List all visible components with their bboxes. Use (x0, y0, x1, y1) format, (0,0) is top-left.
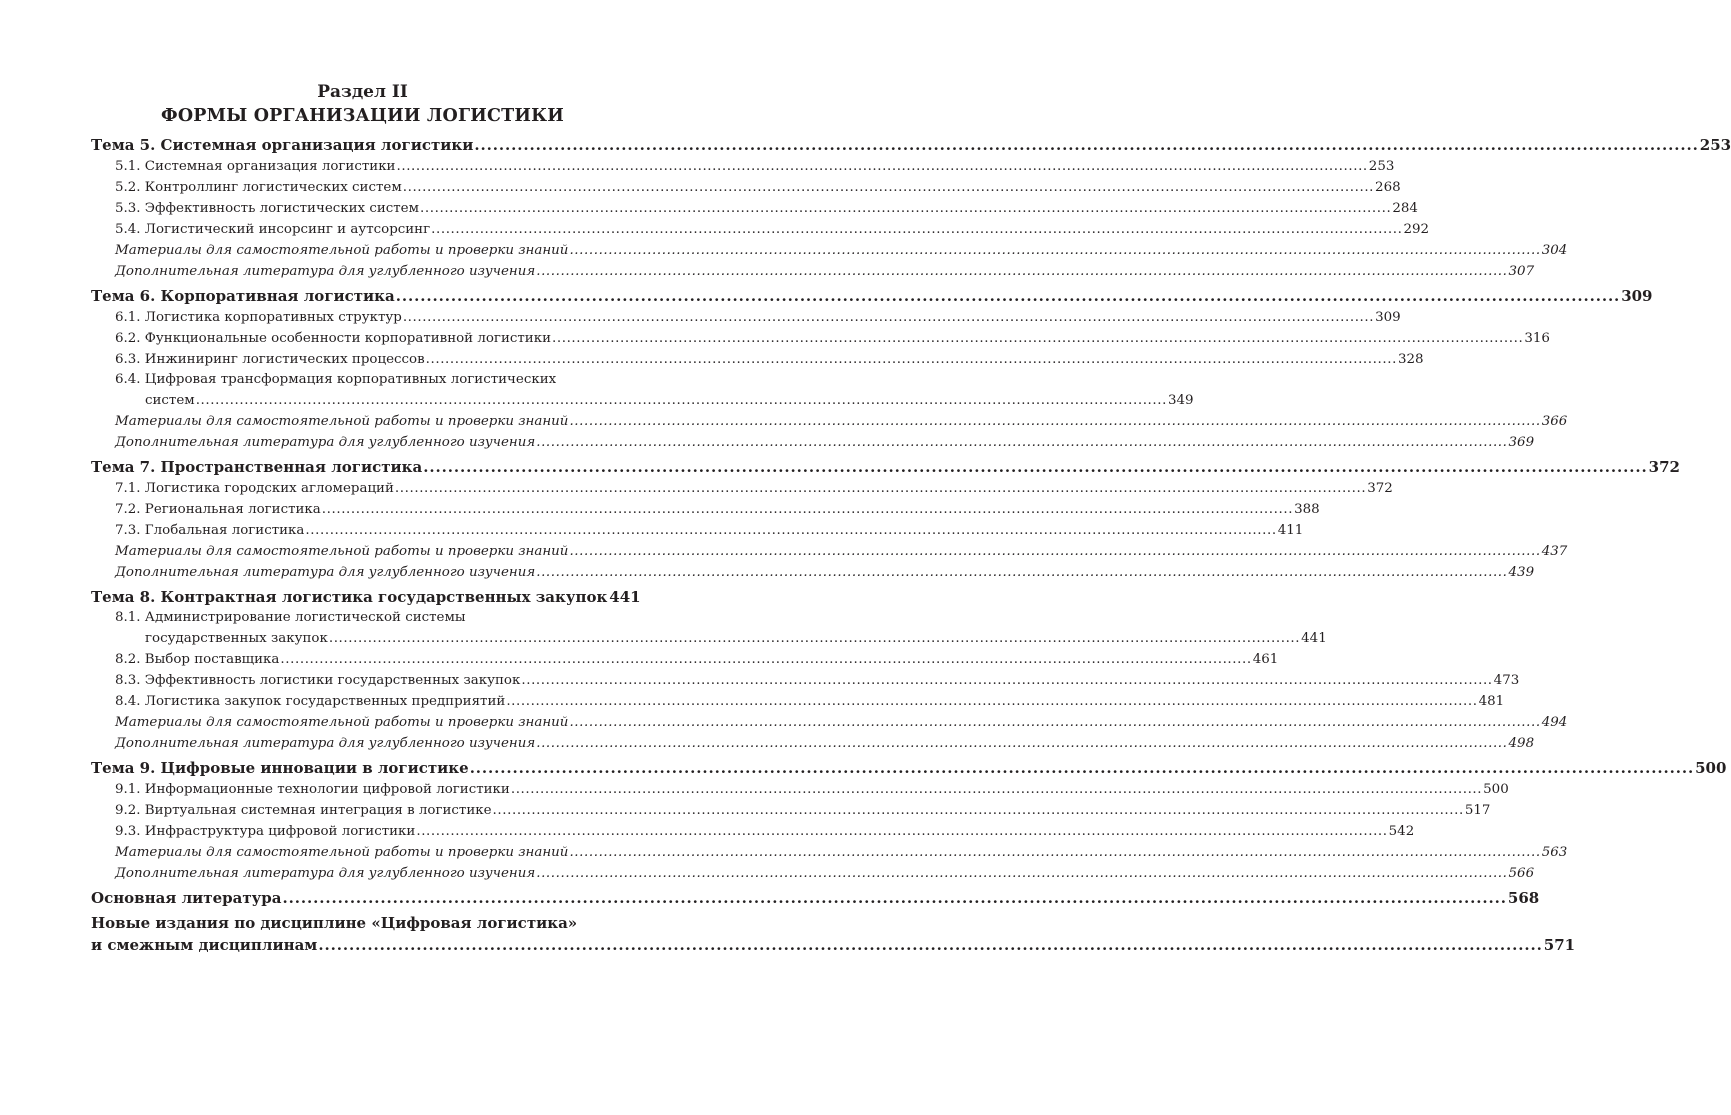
toc-item-9-2[interactable] (91, 800, 1491, 821)
toc-page-number: 498 (1508, 736, 1535, 751)
toc-item-7-3[interactable] (91, 520, 1304, 541)
toc-topic-8[interactable] (91, 586, 641, 608)
toc-page-number: 568 (1507, 889, 1540, 907)
toc-topic-title: и смежным дисциплинам (91, 936, 318, 954)
leader-dots (431, 219, 1402, 240)
toc-page-number: 542 (1388, 824, 1415, 839)
leader-dots (536, 432, 1507, 453)
toc-item-5-3[interactable] (91, 198, 1418, 219)
toc-item-8-3[interactable] (91, 670, 1520, 691)
leader-dots (196, 390, 1167, 411)
toc-topic-7[interactable] (91, 456, 1680, 478)
toc-new-editions-first-line[interactable]: Новые издания по дисциплине «Цифровая логистика» (91, 914, 578, 932)
leader-dots (569, 411, 1540, 432)
toc-item-title: 8.4. Логистика закупок государственных предприятий (115, 694, 506, 709)
leader-dots (474, 134, 1698, 156)
toc-literature-9[interactable] (91, 863, 1535, 884)
toc-literature-8[interactable] (91, 733, 1535, 754)
toc-item-5-4[interactable] (91, 219, 1429, 240)
toc-main-literature[interactable] (91, 887, 1540, 909)
toc-item-title: 7.3. Глобальная логистика (115, 523, 305, 538)
leader-dots (282, 887, 1506, 909)
toc-page-number: 517 (1464, 803, 1491, 818)
toc-page-number: 441 (1301, 631, 1327, 646)
toc-item-9-3[interactable] (91, 821, 1415, 842)
toc-page-number: 284 (1392, 201, 1418, 216)
section-label: Раздел II (317, 82, 408, 102)
toc-materials-6[interactable] (91, 411, 1568, 432)
toc-page-number: 439 (1508, 565, 1535, 580)
leader-dots (511, 779, 1482, 800)
toc-page-number: 500 (1483, 782, 1509, 797)
leader-dots (322, 499, 1293, 520)
toc-item-8-2[interactable] (91, 649, 1279, 670)
leader-dots (420, 198, 1391, 219)
toc-page-number: 316 (1524, 331, 1550, 346)
leader-dots (426, 349, 1397, 370)
leader-dots (403, 177, 1374, 198)
leader-dots (396, 156, 1367, 177)
leader-dots (569, 240, 1540, 261)
toc-item-title: Материалы для самостоятельной работы и проверки знаний (115, 544, 569, 559)
toc-item-title: 5.1. Системная организация логистики (115, 159, 396, 174)
toc-topic-title: Тема 9. Цифровые инновации в логистике (91, 759, 469, 777)
leader-dots (536, 863, 1507, 884)
toc-topic-6[interactable] (91, 285, 1653, 307)
leader-dots (396, 285, 1620, 307)
toc-item-title: Дополнительная литература для углубленного изучения (115, 565, 536, 580)
toc-materials-7[interactable] (91, 541, 1568, 562)
toc-item-8-1[interactable] (91, 628, 1327, 649)
toc-item-title: государственных закупок (145, 631, 328, 646)
leader-dots (423, 456, 1647, 478)
toc-page-number: 372 (1367, 481, 1393, 496)
toc-topic-title: Тема 5. Системная организация логистики (91, 136, 474, 154)
toc-item-title: Материалы для самостоятельной работы и проверки знаний (115, 414, 569, 429)
toc-item-title: 6.2. Функциональные особенности корпоративной логистики (115, 331, 551, 346)
toc-item-6-1[interactable] (91, 307, 1401, 328)
leader-dots (569, 712, 1540, 733)
leader-dots (318, 934, 1542, 956)
toc-new-editions[interactable] (91, 934, 1576, 956)
toc-page-number: 441 (609, 588, 641, 606)
toc-topic-5[interactable] (91, 134, 1731, 156)
toc-item-6-4-first-line[interactable]: 6.4. Цифровая трансформация корпоративных логистических (115, 372, 557, 387)
leader-dots (552, 328, 1523, 349)
leader-dots (536, 261, 1507, 282)
toc-item-title: 8.3. Эффективность логистики государственных закупок (115, 673, 521, 688)
toc-item-title: Дополнительная литература для углубленного изучения (115, 264, 536, 279)
table-of-contents (91, 134, 1731, 956)
leader-dots (536, 562, 1507, 583)
toc-literature-6[interactable] (91, 432, 1535, 453)
toc-page-number: 304 (1541, 243, 1568, 258)
toc-topic-title: Тема 7. Пространственная логистика (91, 458, 423, 476)
toc-item-title: 5.4. Логистический инсорсинг и аутсорсинг (115, 222, 431, 237)
leader-dots (305, 520, 1276, 541)
leader-dots (280, 649, 1251, 670)
toc-page-number: 461 (1252, 652, 1279, 667)
toc-page-number: 437 (1541, 544, 1568, 559)
toc-item-title: 7.1. Логистика городских агломераций (115, 481, 394, 496)
toc-item-title: 5.2. Контроллинг логистических систем (115, 180, 402, 195)
toc-page-number: 481 (1478, 694, 1505, 709)
toc-item-7-2[interactable] (91, 499, 1320, 520)
toc-item-title: Материалы для самостоятельной работы и проверки знаний (115, 243, 569, 258)
toc-page-number: 309 (1375, 310, 1401, 325)
toc-page-number: 500 (1695, 759, 1727, 777)
leader-dots (493, 800, 1464, 821)
leader-dots (506, 691, 1477, 712)
toc-materials-9[interactable] (91, 842, 1568, 863)
toc-page-number: 388 (1294, 502, 1320, 517)
toc-item-5-1[interactable] (91, 156, 1395, 177)
toc-item-6-4[interactable] (91, 390, 1194, 411)
leader-dots (403, 307, 1374, 328)
toc-page-number: 253 (1699, 136, 1731, 154)
toc-item-8-1-first-line[interactable]: 8.1. Администрирование логистической системы (115, 610, 466, 625)
leader-dots (329, 628, 1300, 649)
toc-page-number: 292 (1403, 222, 1429, 237)
leader-dots (536, 733, 1507, 754)
toc-item-6-3[interactable] (91, 349, 1424, 370)
toc-topic-title: Тема 8. Контрактная логистика государственных закупок (91, 588, 608, 606)
toc-item-title: 6.1. Логистика корпоративных структур (115, 310, 402, 325)
leader-dots (521, 670, 1492, 691)
toc-page (91, 0, 1731, 956)
toc-page-number: 369 (1508, 435, 1535, 450)
toc-materials-5[interactable] (91, 240, 1568, 261)
toc-item-title: 6.3. Инжиниринг логистических процессов (115, 352, 425, 367)
toc-topic-title: Тема 6. Корпоративная логистика (91, 287, 395, 305)
toc-page-number: 473 (1493, 673, 1520, 688)
toc-item-7-1[interactable] (91, 478, 1393, 499)
toc-item-8-4[interactable] (91, 691, 1505, 712)
toc-topic-9[interactable] (91, 757, 1727, 779)
section-heading (91, 80, 634, 128)
toc-literature-7[interactable] (91, 562, 1535, 583)
toc-page-number: 253 (1368, 159, 1395, 174)
toc-page-number: 349 (1168, 393, 1194, 408)
toc-item-title: Материалы для самостоятельной работы и проверки знаний (115, 845, 569, 860)
toc-item-title: 8.2. Выбор поставщика (115, 652, 280, 667)
toc-item-title: 5.3. Эффективность логистических систем (115, 201, 420, 216)
leader-dots (569, 842, 1540, 863)
leader-dots (416, 821, 1387, 842)
toc-page-number: 571 (1543, 936, 1576, 954)
toc-item-title: 9.1. Информационные технологии цифровой логистики (115, 782, 510, 797)
toc-materials-8[interactable] (91, 712, 1568, 733)
toc-page-number: 307 (1508, 264, 1535, 279)
leader-dots (395, 478, 1366, 499)
toc-item-title: Дополнительная литература для углубленного изучения (115, 435, 536, 450)
toc-page-number: 366 (1541, 414, 1568, 429)
toc-topic-title: Основная литература (91, 889, 282, 907)
toc-page-number: 563 (1541, 845, 1568, 860)
toc-item-6-2[interactable] (91, 328, 1550, 349)
leader-dots (470, 757, 1694, 779)
toc-item-title: Материалы для самостоятельной работы и проверки знаний (115, 715, 569, 730)
toc-item-title: 7.2. Региональная логистика (115, 502, 321, 517)
toc-item-title: 9.3. Инфраструктура цифровой логистики (115, 824, 416, 839)
section-title: ФОРМЫ ОРГАНИЗАЦИИ ЛОГИСТИКИ (161, 106, 564, 126)
toc-page-number: 268 (1375, 180, 1401, 195)
toc-page-number: 494 (1541, 715, 1568, 730)
leader-dots (569, 541, 1540, 562)
toc-item-title: Дополнительная литература для углубленного изучения (115, 736, 536, 751)
toc-item-title: 9.2. Виртуальная системная интеграция в логистике (115, 803, 492, 818)
toc-item-title: систем (145, 393, 195, 408)
toc-page-number: 309 (1621, 287, 1653, 305)
toc-item-9-1[interactable] (91, 779, 1509, 800)
toc-page-number: 328 (1397, 352, 1424, 367)
toc-page-number: 372 (1648, 458, 1680, 476)
toc-literature-5[interactable] (91, 261, 1535, 282)
toc-page-number: 411 (1277, 523, 1304, 538)
toc-item-5-2[interactable] (91, 177, 1401, 198)
toc-page-number: 566 (1508, 866, 1535, 881)
toc-item-title: Дополнительная литература для углубленного изучения (115, 866, 536, 881)
